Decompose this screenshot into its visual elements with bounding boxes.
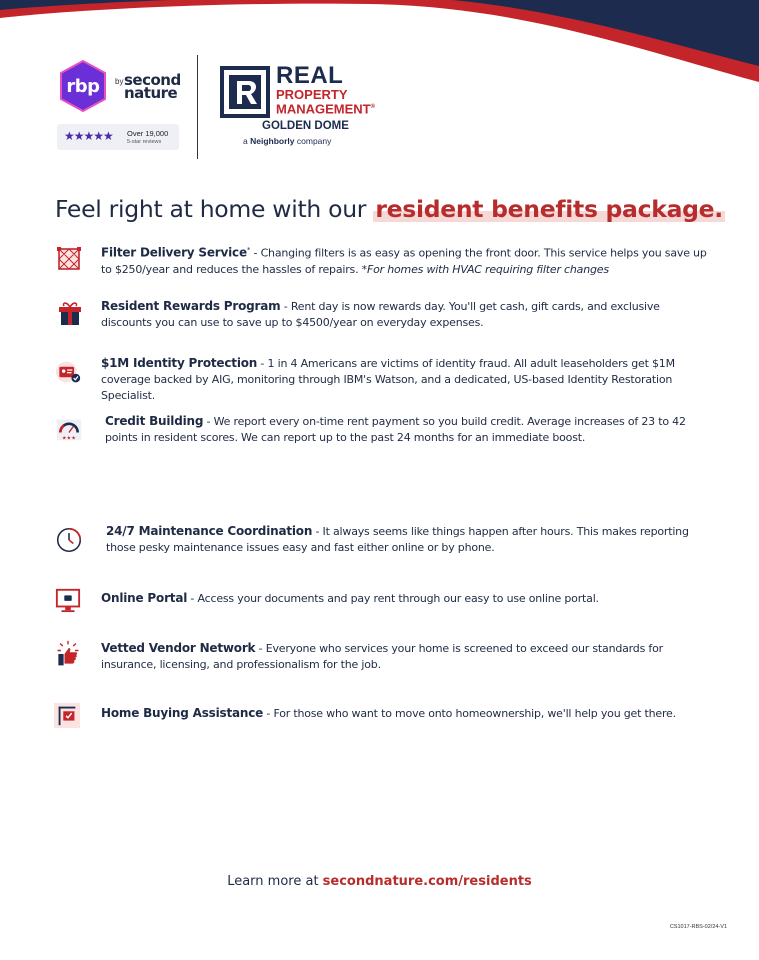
rbp-by-label: by xyxy=(115,77,124,86)
reviews-count: Over 19,000 xyxy=(127,129,169,138)
learn-more-line: Learn more at secondnature.com/residents xyxy=(227,874,532,889)
thumbs-up-icon xyxy=(55,640,81,668)
filter-icon xyxy=(56,245,82,273)
rpm-wordmark-property: PROPERTY xyxy=(276,87,348,102)
benefit-title: Resident Rewards Program xyxy=(101,299,281,313)
website-link[interactable]: secondnature.com/residents xyxy=(322,874,532,889)
credit-gauge-icon xyxy=(56,415,82,443)
rpm-wordmark-real: REAL xyxy=(276,62,344,89)
benefit-description: - Everyone who services your home is screened to exceed our standards for insurance, licensing, and professionalism for the job. xyxy=(101,642,663,671)
rpm-location: GOLDEN DOME xyxy=(262,120,349,132)
id-card-icon xyxy=(55,358,81,386)
benefit-description: - Access your documents and pay rent through our easy to use online portal. xyxy=(187,592,599,605)
benefit-title: Online Portal xyxy=(101,591,188,605)
rpm-wordmark-management: MANAGEMENT® xyxy=(276,101,376,117)
gift-icon xyxy=(57,300,83,328)
benefit-description: - Changing filters is as easy as opening the front door. This service helps you save up to $250/year and reduces the hassles of repairs. xyxy=(101,246,707,276)
benefit-description: - It always seems like things happen after hours. This makes reporting those pesky maintenance issues easy and fast either online or by phone. xyxy=(106,525,689,554)
rbp-logo xyxy=(57,60,109,112)
benefit-description: - We report every on-time rent payment so you build credit. Average increases of 23 to 42 points in resident scores. We can report up to the past 24 months for an immediate boost. xyxy=(105,415,686,444)
benefit-title: Home Buying Assistance xyxy=(101,706,264,720)
benefit-description: - Rent day is now rewards day. You'll get cash, gift cards, and exclusive discounts you can use to save up to $4500/year on everyday expenses. xyxy=(101,300,660,329)
five-stars-icon: ★★★★★ xyxy=(64,129,113,143)
benefit-description: - For those who want to move onto homeownership, we'll help you get there. xyxy=(263,707,676,720)
document-code: CS1017-RBS-02/24-V1 xyxy=(669,924,727,930)
reviews-label: 5-star reviews xyxy=(127,139,162,145)
benefit-title: Credit Building xyxy=(105,414,204,428)
title-emphasis: resident benefits package. xyxy=(375,195,723,223)
second-nature-wordmark: second nature xyxy=(124,71,181,102)
logo-divider xyxy=(197,55,198,159)
header-wave-banner xyxy=(0,0,759,110)
rbp-logo-text: rbp xyxy=(66,75,100,97)
benefit-title: 24/7 Maintenance Coordination xyxy=(106,524,313,538)
page-title: Feel right at home with our resident benefits package. xyxy=(55,195,723,223)
sold-sign-icon xyxy=(54,701,80,729)
monitor-icon xyxy=(55,586,81,614)
benefit-description: - 1 in 4 Americans are victims of identity fraud. All adult leaseholders get $1M coverage backed by AIG, monitoring through IBM's Watson, and a dedicated, US-based Identity Restoration Specialist. xyxy=(101,357,675,402)
svg-text:★★★: ★★★ xyxy=(62,435,76,442)
rpm-logo-mark xyxy=(220,66,270,118)
reviews-badge xyxy=(57,124,179,150)
benefit-footnote: *For homes with HVAC requiring filter changes xyxy=(361,262,609,276)
benefit-title: Vetted Vendor Network xyxy=(101,641,256,655)
benefit-title: $1M Identity Protection xyxy=(101,356,258,370)
clock-icon xyxy=(56,526,82,554)
neighborly-tagline: a Neighborly company xyxy=(243,136,332,146)
benefit-title: Filter Delivery Service xyxy=(101,245,247,260)
